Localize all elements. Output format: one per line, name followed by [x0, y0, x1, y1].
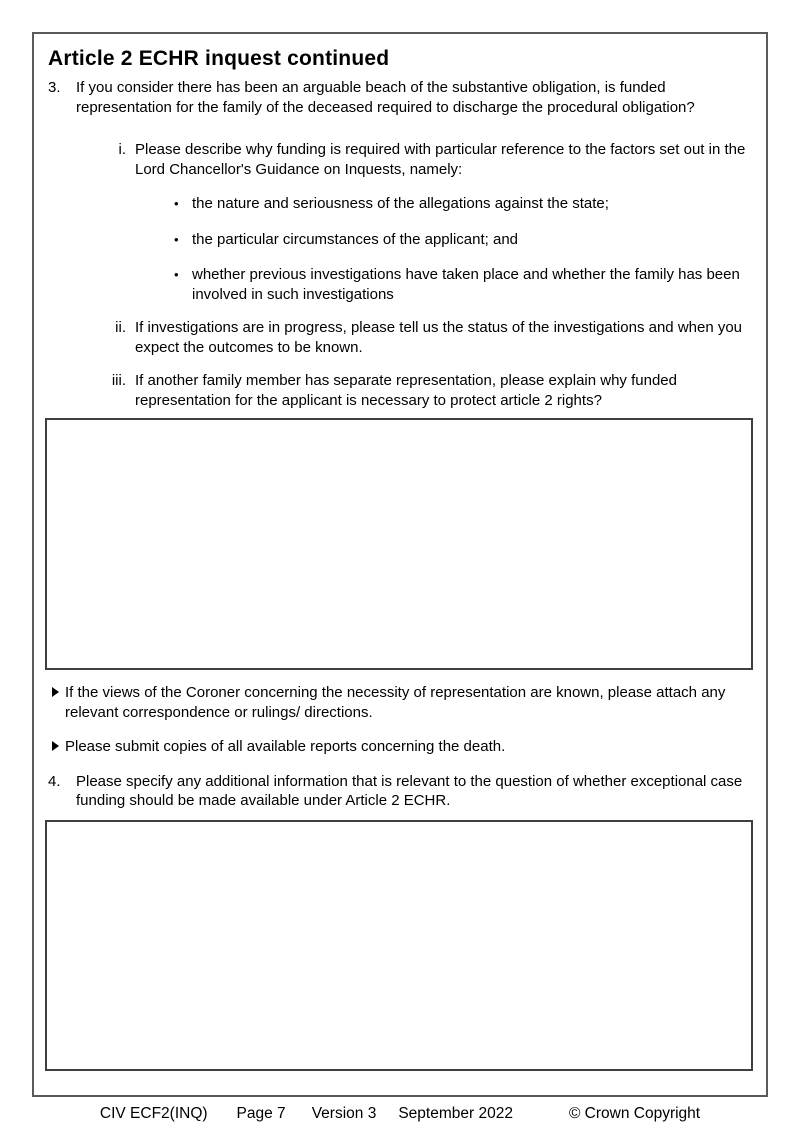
footer-form-code: CIV ECF2(INQ) [99, 1105, 208, 1122]
question-4-text: Please specify any additional information that is relevant to the question of whether exceptional case funding should be made available under Article 2 ECHR. [76, 772, 743, 809]
page-footer [0, 1104, 800, 1124]
note-text: Please submit copies of all available reports concerning the death. [65, 738, 506, 755]
note-submit-reports [52, 737, 751, 757]
footer-version: Version 3 [311, 1105, 377, 1122]
sub-item-ii-marker: ii. [115, 319, 126, 336]
bullet-icon: • [174, 231, 179, 247]
bullet-icon: • [174, 267, 179, 282]
footer-date: September 2022 [398, 1105, 513, 1122]
note-coroner-views [52, 683, 751, 722]
sub-item-ii [68, 318, 751, 357]
bullet-item [174, 230, 751, 250]
sub-item-i [68, 140, 751, 304]
sub-item-iii-marker: iii. [111, 372, 126, 389]
bullet-item [174, 265, 751, 304]
answer-box-q3[interactable] [45, 418, 753, 670]
question-4-number: 4. [48, 772, 61, 790]
question-4 [48, 772, 751, 811]
answer-box-q4[interactable] [45, 820, 753, 1071]
arrow-bullet-icon [52, 687, 59, 697]
sub-item-i-text: Please describe why funding is required with particular reference to the factors set out in the Lord Chancellor's Guidance on Inquests, namely: [135, 141, 746, 178]
question-3 [48, 78, 751, 117]
footer-page-number: Page 7 [236, 1105, 286, 1122]
arrow-bullet-icon [52, 741, 59, 751]
footer-copyright: © Crown Copyright [568, 1105, 701, 1122]
bullet-list [135, 194, 751, 304]
question-3-text: If you consider there has been an arguable beach of the substantive obligation, is funded representation for the family of the deceased required to discharge the procedural obligation? [76, 79, 695, 116]
sub-item-i-marker: i. [118, 141, 126, 158]
sub-item-iii [68, 371, 751, 410]
sub-item-iii-text: If another family member has separate representation, please explain why funded representation for the applicant is necessary to protect article 2 rights? [135, 372, 677, 409]
page-title: Article 2 ECHR inquest continued [48, 47, 390, 70]
question-3-number: 3. [48, 79, 61, 96]
note-text: If the views of the Coroner concerning the necessity of representation are known, please attach any relevant correspondence or rulings/ directions. [65, 684, 726, 721]
bullet-item [174, 194, 751, 214]
bullet-text: whether previous investigations have taken place and whether the family has been involved in such investigations [192, 266, 740, 303]
bullet-text: the nature and seriousness of the allegations against the state; [192, 195, 609, 212]
form-page-border [32, 32, 768, 1097]
sub-item-ii-text: If investigations are in progress, please tell us the status of the investigations and when you expect the outcomes to be known. [135, 319, 743, 356]
bullet-icon: • [174, 196, 179, 211]
bullet-text: the particular circumstances of the applicant; and [192, 230, 519, 248]
